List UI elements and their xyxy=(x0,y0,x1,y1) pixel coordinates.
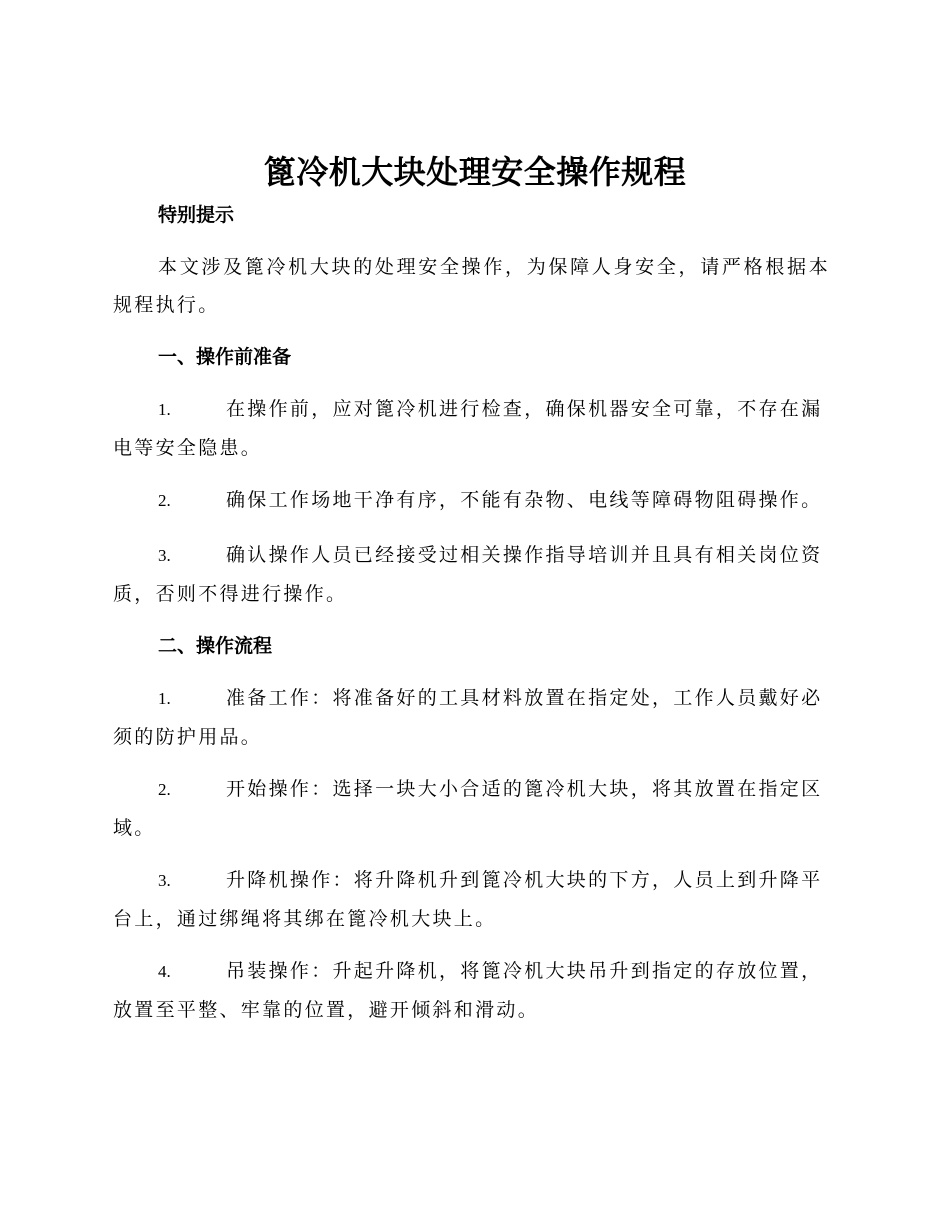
document-title: 篦冷机大块处理安全操作规程 xyxy=(263,153,687,191)
list-item-number: 2. xyxy=(158,491,171,510)
list-item-number: 4. xyxy=(158,962,171,981)
section-heading-procedure: 二、操作流程 xyxy=(158,635,273,657)
list-item-text: 准备工作：将准备好的工具材料放置在指定处，工作人员戴好必须的防护用品。 xyxy=(113,687,823,748)
list-item-text: 吊装操作：升起升降机，将篦冷机大块吊升到指定的存放位置，放置至平整、牢靠的位置，避开倾斜和滑动。 xyxy=(113,960,823,1021)
list-item-number: 3. xyxy=(158,546,171,565)
list-item xyxy=(113,536,830,613)
list-item-number: 2. xyxy=(158,780,171,799)
list-item-text: 在操作前，应对篦冷机进行检查，确保机器安全可靠，不存在漏电等安全隐患。 xyxy=(113,398,823,459)
list-item-text: 确保工作场地干净有序，不能有杂物、电线等障碍物阻碍操作。 xyxy=(226,489,823,511)
list-item-text: 升降机操作：将升降机升到篦冷机大块的下方，人员上到升降平台上，通过绑绳将其绑在篦冷机大块上。 xyxy=(113,869,823,930)
section-heading-preparation: 一、操作前准备 xyxy=(158,346,292,368)
list-item xyxy=(113,861,830,938)
list-item-number: 3. xyxy=(158,871,171,890)
list-item xyxy=(113,481,830,520)
list-item-number: 1. xyxy=(158,689,171,708)
list-item xyxy=(113,679,830,756)
list-item-text: 开始操作：选择一块大小合适的篦冷机大块，将其放置在指定区域。 xyxy=(113,778,823,839)
list-item-text: 确认操作人员已经接受过相关操作指导培训并且具有相关岗位资质，否则不得进行操作。 xyxy=(113,544,823,605)
list-item-number: 1. xyxy=(158,400,171,419)
list-item xyxy=(113,770,830,847)
notice-paragraph: 本文涉及篦冷机大块的处理安全操作，为保障人身安全，请严格根据本规程执行。 xyxy=(113,256,830,316)
list-item xyxy=(113,390,830,467)
list-item xyxy=(113,952,830,1029)
notice-heading: 特别提示 xyxy=(158,204,235,226)
